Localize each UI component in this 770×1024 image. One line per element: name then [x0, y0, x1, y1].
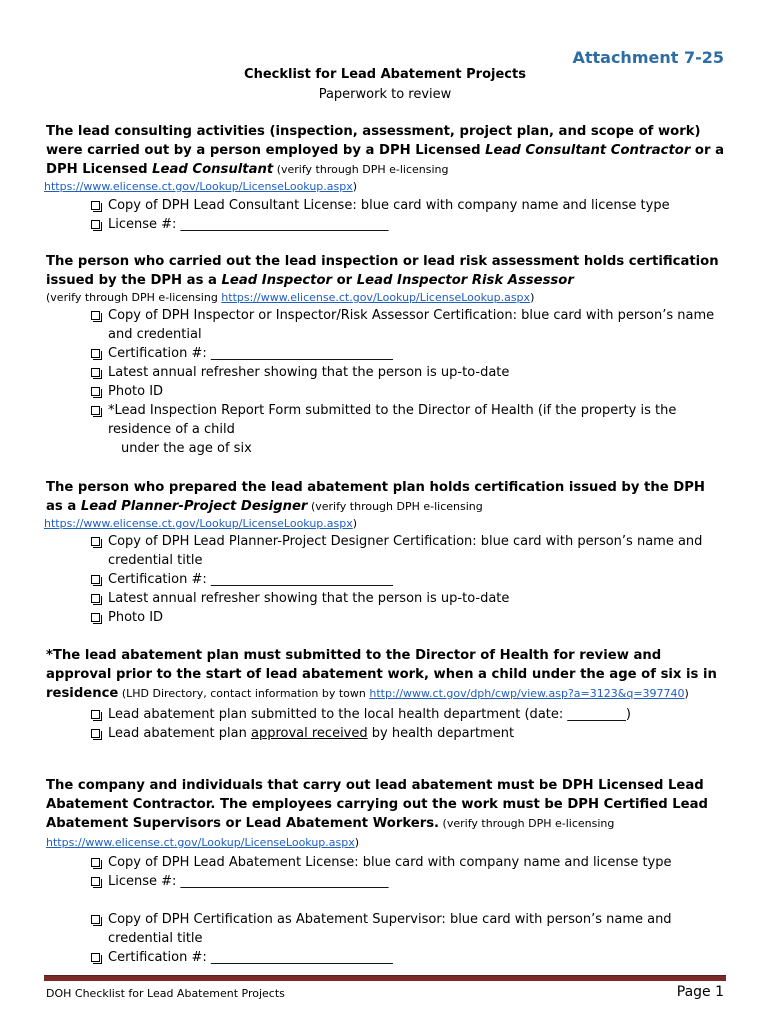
footer-document-title: DOH Checklist for Lead Abatement Projects — [46, 987, 285, 1000]
checkbox-icon[interactable] — [91, 575, 100, 584]
checkbox-icon[interactable] — [91, 915, 100, 924]
checkbox-icon[interactable] — [91, 594, 100, 603]
section-heading: *The lead abatement plan must submitted to the Director of Health for review and approval prior to the start of lead abatement work, when a child under the age of six is in residence (LHD Directory, contact information by town http://www.ct.gov/dph/cwp/view.asp?a=3123&q=397740) — [46, 648, 717, 701]
footer-divider — [44, 975, 726, 981]
page-number: Page 1 — [676, 984, 724, 1000]
checkbox-icon[interactable] — [91, 406, 100, 415]
checklist-item[interactable]: Lead abatement plan submitted to the local health department (date: _________) — [90, 705, 726, 724]
checklist-item[interactable]: Lead abatement plan approval received by health department — [90, 724, 726, 743]
checkbox-icon[interactable] — [91, 311, 100, 320]
checkbox-icon[interactable] — [91, 201, 100, 210]
checkbox-icon[interactable] — [91, 710, 100, 719]
checkbox-icon[interactable] — [91, 349, 100, 358]
checkbox-icon[interactable] — [91, 858, 100, 867]
lhd-directory-link[interactable]: http://www.ct.gov/dph/cwp/view.asp?a=3123&q=397740 — [369, 687, 685, 700]
checklist-item[interactable]: Certification #: ____________________________ — [90, 344, 726, 363]
checkbox-icon[interactable] — [91, 220, 100, 229]
elicense-link[interactable]: https://www.elicense.ct.gov/Lookup/LicenseLookup.aspx — [46, 836, 355, 849]
checkbox-icon[interactable] — [91, 368, 100, 377]
section-lead-consultant — [46, 122, 726, 234]
checklist-item[interactable]: Certification #: ____________________________ — [90, 570, 726, 589]
verify-link-line: https://www.elicense.ct.gov/Lookup/LicenseLookup.aspx) — [44, 180, 358, 193]
checklist-item[interactable]: License #: ________________________________ — [90, 215, 726, 234]
checklist — [90, 532, 726, 627]
verify-note: (verify through DPH e-licensing — [439, 817, 615, 830]
section-heading: The lead consulting activities (inspection, assessment, project plan, and scope of work) were carried out by a person employed by a DPH Licensed Lead Consultant Contractor or a DPH Licensed Lead Consultant (verify through DPH e-licensing — [46, 124, 724, 177]
checkbox-icon[interactable] — [91, 613, 100, 622]
checklist-item[interactable]: Copy of DPH Lead Consultant License: blue card with company name and license type — [90, 196, 726, 215]
lhd-directory-note: (LHD Directory, contact information by town — [118, 687, 370, 700]
section-lead-planner — [46, 478, 726, 627]
page-subtitle: Paperwork to review — [318, 87, 452, 102]
checklist-item[interactable]: Certification #: ____________________________ — [90, 948, 726, 967]
verify-note: (verify through DPH e-licensing — [273, 163, 449, 176]
checklist — [90, 196, 726, 234]
page-title: Checklist for Lead Abatement Projects — [244, 67, 526, 82]
checkbox-icon[interactable] — [91, 877, 100, 886]
checklist-item[interactable]: Copy of DPH Lead Planner-Project Designer Certification: blue card with person’s name and credential title — [90, 532, 726, 570]
checklist-item[interactable]: Photo ID — [90, 382, 726, 401]
section-heading: The company and individuals that carry out lead abatement must be DPH Licensed Lead Abatement Contractor. The employees carrying out the work must be DPH Certified Lead Abatement Supervisors or Lead Abatement Workers. (verify through DPH e-licensing https://www.elicense.ct.gov/Lookup/LicenseLookup.aspx) — [46, 778, 708, 849]
elicense-link[interactable]: https://www.elicense.ct.gov/Lookup/LicenseLookup.aspx — [44, 517, 353, 530]
verify-note: (verify through DPH e-licensing — [307, 500, 483, 513]
checklist-item[interactable]: License #: ________________________________ — [90, 872, 726, 891]
checkbox-icon[interactable] — [91, 953, 100, 962]
verify-link-line: (verify through DPH e-licensing https://www.elicense.ct.gov/Lookup/LicenseLookup.aspx) — [46, 291, 535, 304]
checklist-item[interactable]: Copy of DPH Inspector or Inspector/Risk Assessor Certification: blue card with person’s name and credential — [90, 306, 726, 344]
checkbox-icon[interactable] — [91, 537, 100, 546]
checklist — [90, 306, 726, 458]
checklist-item[interactable]: Latest annual refresher showing that the person is up-to-date — [90, 589, 726, 608]
section-heading: The person who prepared the lead abatement plan holds certification issued by the DPH as a Lead Planner-Project Designer (verify through DPH e-licensing — [46, 480, 705, 514]
checklist-item[interactable]: *Lead Inspection Report Form submitted to the Director of Health (if the property is the residence of a child — [90, 401, 726, 439]
section-heading: The person who carried out the lead inspection or lead risk assessment holds certification issued by the DPH as a Lead Inspector or Lead Inspector Risk Assessor — [46, 254, 719, 288]
checkbox-icon[interactable] — [91, 387, 100, 396]
section-abatement-contractor — [46, 776, 726, 967]
checklist-item[interactable]: Latest annual refresher showing that the person is up-to-date — [90, 363, 726, 382]
checkbox-icon[interactable] — [91, 729, 100, 738]
checklist-item-continuation: under the age of six — [121, 441, 252, 456]
checklist-item[interactable]: Copy of DPH Lead Abatement License: blue card with company name and license type — [90, 853, 726, 872]
section-lead-inspector — [46, 252, 726, 458]
attachment-label: Attachment 7-25 — [572, 48, 724, 67]
section-abatement-plan-review — [46, 646, 726, 743]
elicense-link[interactable]: https://www.elicense.ct.gov/Lookup/LicenseLookup.aspx — [44, 180, 353, 193]
checklist-item[interactable]: Photo ID — [90, 608, 726, 627]
checklist-item[interactable]: Copy of DPH Certification as Abatement Supervisor: blue card with person’s name and credential title — [90, 910, 726, 948]
checklist — [90, 853, 726, 967]
checklist — [90, 705, 726, 743]
elicense-link[interactable]: https://www.elicense.ct.gov/Lookup/LicenseLookup.aspx — [221, 291, 531, 304]
verify-link-line: https://www.elicense.ct.gov/Lookup/LicenseLookup.aspx) — [44, 517, 358, 530]
